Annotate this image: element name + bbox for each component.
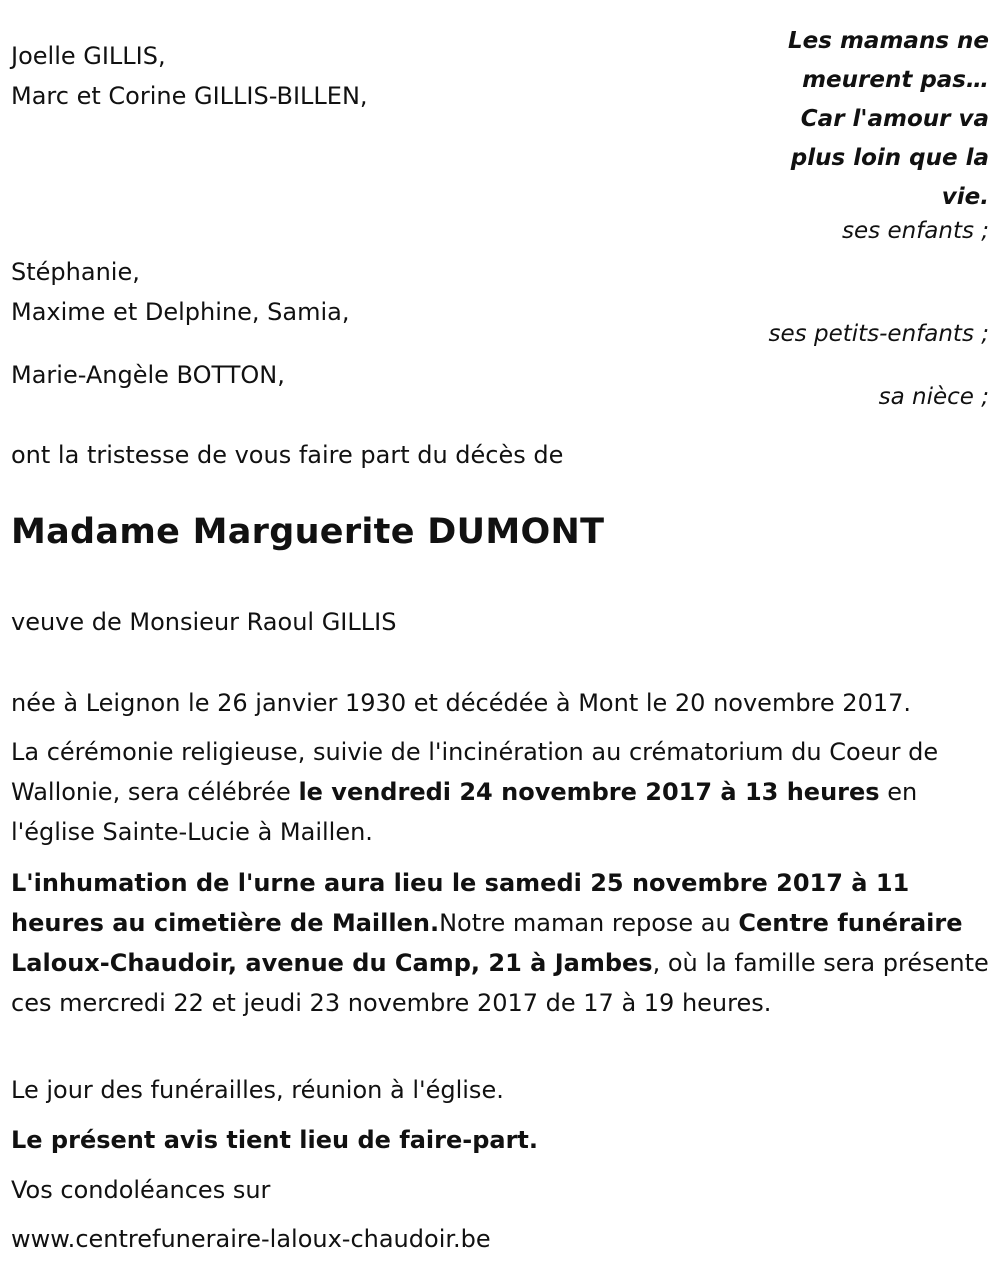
- widow-of-text: veuve de Monsieur Raoul GILLIS: [11, 608, 397, 636]
- quote-line: meurent pas…: [802, 67, 989, 93]
- website-link[interactable]: www.centrefuneraire-laloux-chaudoir.be: [11, 1225, 491, 1253]
- epigraph-quote: [759, 22, 989, 217]
- grandchildren-line-2: Maxime et Delphine, Samia,: [11, 298, 350, 326]
- niece-role: sa nièce ;: [878, 384, 989, 410]
- burial-info: L'inhumation de l'urne aura lieu le samedi 25 novembre 2017 à 11 heures au cimetière de Maillen.: [11, 869, 910, 937]
- burial-text-2: , où la famille sera présente ces mercredi 22 et jeudi 23 novembre 2017 de 17 à 19 heures.: [11, 949, 989, 1017]
- quote-line: Car l'amour va: [800, 106, 989, 132]
- condolences-label: Vos condoléances sur: [11, 1176, 271, 1204]
- burial-text-1: Notre maman repose au: [439, 909, 739, 937]
- grandchildren-role: ses petits-enfants ;: [768, 321, 989, 347]
- ceremony-text-2: en l'église Sainte-Lucie à Maillen.: [11, 778, 918, 846]
- quote-line: vie.: [941, 184, 989, 210]
- birth-death-text: née à Leignon le 26 janvier 1930 et décédée à Mont le 20 novembre 2017.: [11, 689, 911, 717]
- quote-line: plus loin que la: [790, 145, 989, 171]
- ceremony-text-1: La cérémonie religieuse, suivie de l'incinération au crématorium du Coeur de Wallonie, sera célébrée: [11, 738, 939, 806]
- quote-line: Les mamans ne: [788, 28, 989, 54]
- funeral-center-address: Centre funéraire Laloux-Chaudoir, avenue du Camp, 21 à Jambes: [11, 909, 963, 977]
- announcement-text: ont la tristesse de vous faire part du décès de: [11, 441, 564, 469]
- niece-line-1: Marie-Angèle BOTTON,: [11, 361, 285, 389]
- funeral-day-text: Le jour des funérailles, réunion à l'église.: [11, 1076, 504, 1104]
- children-line-2: Marc et Corine GILLIS-BILLEN,: [11, 82, 368, 110]
- ceremony-date: le vendredi 24 novembre 2017 à 13 heures: [298, 778, 880, 806]
- notice-text: Le présent avis tient lieu de faire-part.: [11, 1126, 539, 1154]
- deceased-name: Madame Marguerite DUMONT: [11, 512, 605, 552]
- grandchildren-line-1: Stéphanie,: [11, 258, 140, 286]
- burial-paragraph: [11, 863, 991, 1023]
- children-role: ses enfants ;: [842, 218, 989, 244]
- ceremony-paragraph: [11, 732, 991, 852]
- children-line-1: Joelle GILLIS,: [11, 42, 166, 70]
